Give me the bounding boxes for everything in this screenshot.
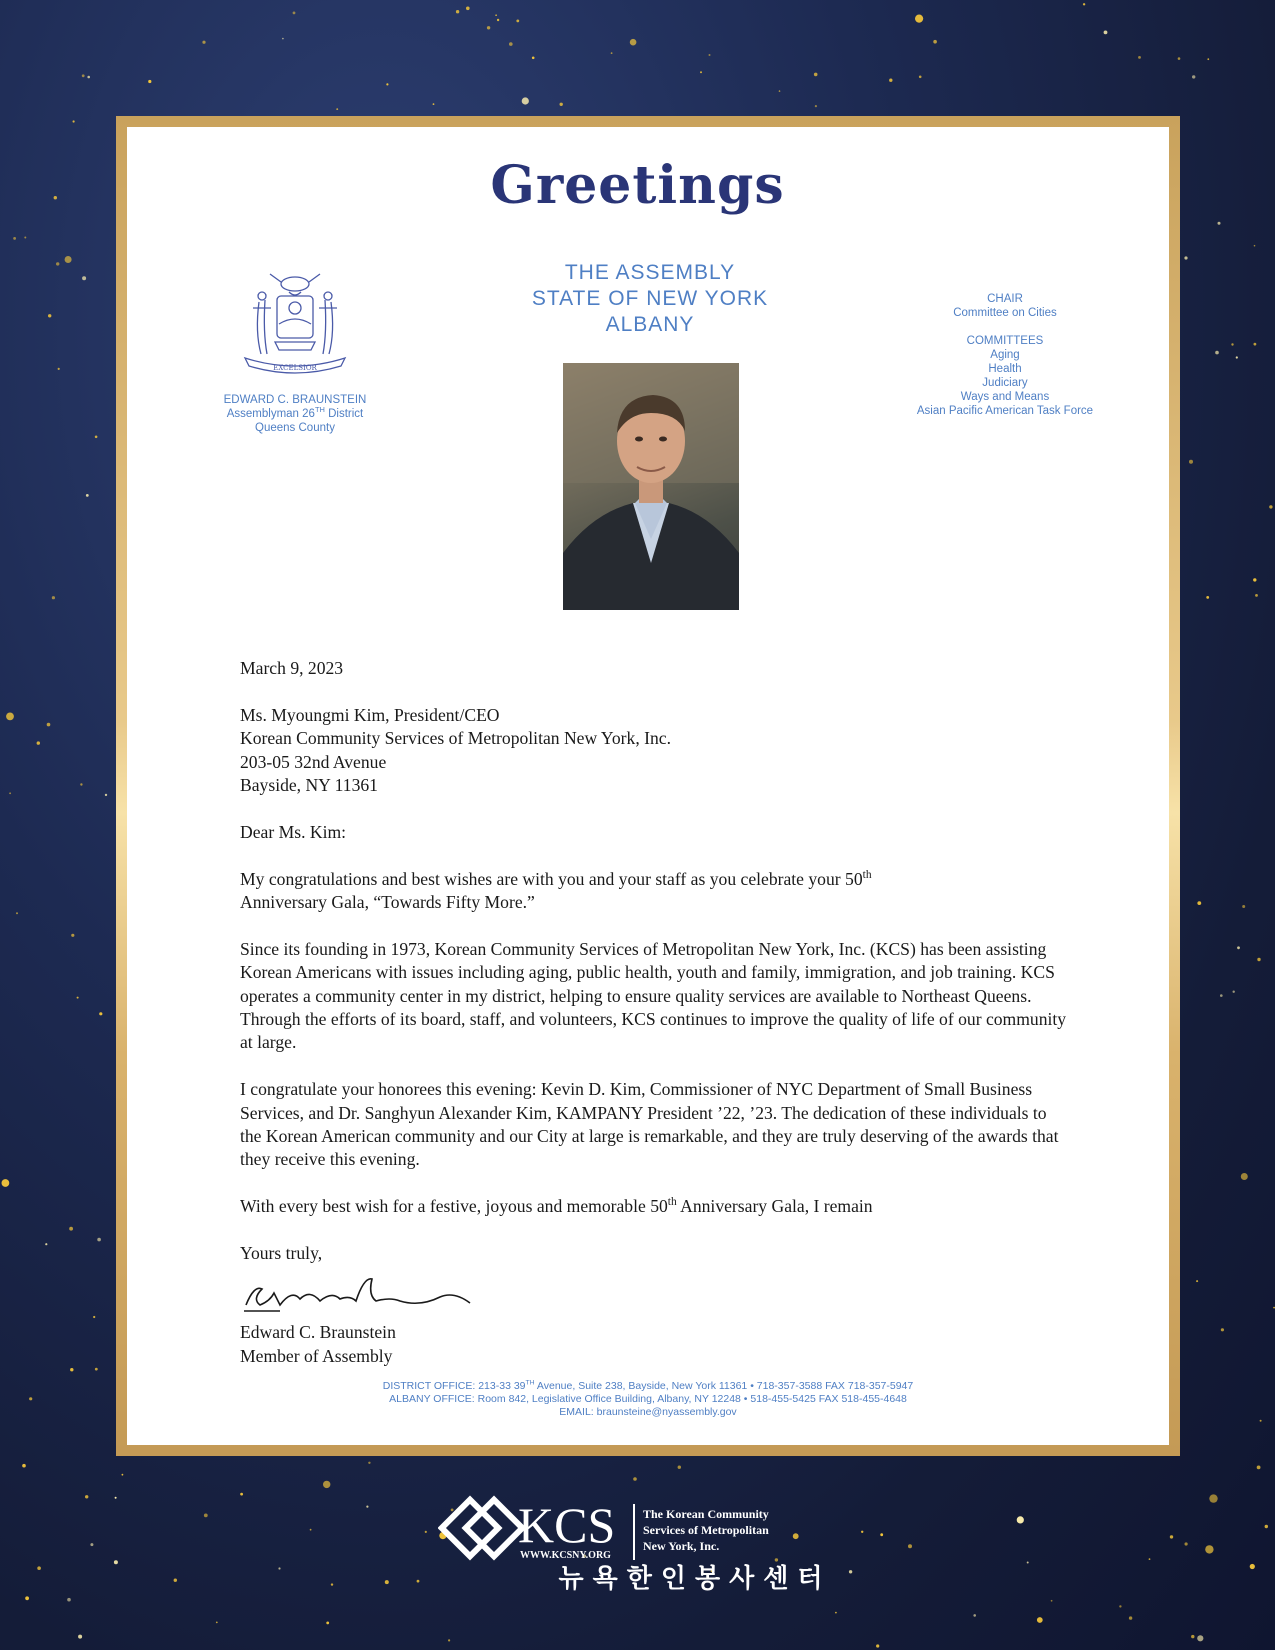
- star-dot: [386, 83, 388, 85]
- star-dot: [336, 108, 338, 110]
- star-dot: [908, 1544, 912, 1548]
- star-dot: [58, 368, 60, 370]
- star-dot: [1170, 1535, 1173, 1538]
- star-dot: [90, 1543, 93, 1546]
- star-dot: [933, 40, 937, 44]
- kcs-korean-name: 뉴욕한인봉사센터: [558, 1564, 832, 1594]
- star-dot: [497, 19, 499, 21]
- signer-name: Edward C. Braunstein: [240, 1322, 396, 1343]
- star-dot: [204, 1514, 208, 1518]
- letter-date: March 9, 2023: [240, 658, 344, 678]
- kcs-org-line: The Korean Community: [643, 1507, 769, 1521]
- star-dot: [202, 41, 205, 44]
- star-dot: [65, 256, 72, 263]
- star-dot: [1231, 343, 1233, 345]
- star-dot: [67, 1598, 71, 1602]
- star-dot: [1129, 1616, 1132, 1619]
- star-dot: [1184, 256, 1187, 259]
- star-dot: [13, 237, 16, 240]
- committee-info: [895, 292, 1115, 418]
- star-dot: [1236, 356, 1238, 358]
- paragraph-2: Since its founding in 1973, Korean Community Services of Metropolitan New York, Inc. (KCS) has been assisting Korean Americans with issues including aging, public health, youth and family, immigration, and job training. KCS operates a community center in my district, helping to ensure quality services are available to Northeast Queens. Through the efforts of its board, staff, and volunteers, KCS continues to improve the quality of life of our community at large.: [240, 938, 1067, 1053]
- star-dot: [366, 1506, 368, 1508]
- star-dot: [148, 80, 151, 83]
- star-dot: [835, 1612, 837, 1614]
- recipient-line: Korean Community Services of Metropolitan New York, Inc.: [240, 728, 671, 749]
- star-dot: [456, 10, 459, 13]
- signer-title: Member of Assembly: [240, 1345, 393, 1366]
- star-dot: [368, 1462, 370, 1464]
- star-dot: [466, 7, 470, 11]
- assembly-line: ALBANY: [605, 313, 695, 336]
- star-dot: [1206, 596, 1209, 599]
- closing: Yours truly,: [240, 1243, 323, 1264]
- star-dot: [919, 76, 922, 79]
- star-dot: [709, 54, 711, 56]
- kcs-org-line: New York, Inc.: [643, 1539, 720, 1553]
- star-dot: [1149, 1558, 1151, 1560]
- star-dot: [1197, 1635, 1203, 1641]
- star-dot: [973, 1614, 976, 1617]
- paragraph-1: My congratulations and best wishes are with you and your staff as you celebrate your 50th Anniversary Gala, “Towards Fifty More.”: [240, 868, 872, 913]
- star-dot: [115, 1497, 117, 1499]
- recipient-address: [240, 704, 1070, 798]
- star-dot: [1241, 1173, 1248, 1180]
- star-dot: [1254, 245, 1256, 247]
- star-dot: [37, 1566, 41, 1570]
- albany-office: ALBANY OFFICE: Room 842, Legislative Office Building, Albany, NY 12248 • 518-455-5425 FAX 518-455-4648: [389, 1393, 907, 1405]
- page-title: Greetings: [490, 155, 785, 216]
- star-dot: [1051, 1600, 1053, 1602]
- star-dot: [1218, 222, 1221, 225]
- star-dot: [1257, 958, 1260, 961]
- kcs-emblem-icon: [442, 1500, 523, 1557]
- star-dot: [495, 14, 497, 16]
- star-dot: [1242, 905, 1245, 908]
- star-dot: [611, 52, 613, 54]
- star-dot: [1185, 1542, 1188, 1545]
- star-dot: [915, 15, 923, 23]
- star-dot: [48, 314, 51, 317]
- star-dot: [1119, 1605, 1121, 1607]
- star-dot: [16, 912, 18, 914]
- star-dot: [95, 1368, 98, 1371]
- star-dot: [385, 1580, 389, 1584]
- star-dot: [82, 276, 86, 280]
- signature: [240, 1271, 480, 1317]
- star-dot: [1191, 1635, 1194, 1638]
- recipient-line: Ms. Myoungmi Kim, President/CEO: [240, 704, 500, 725]
- star-dot: [1178, 57, 1181, 60]
- kcs-url: WWW.KCSNY.ORG: [520, 1550, 611, 1561]
- star-dot: [52, 596, 55, 599]
- star-dot: [814, 73, 818, 77]
- star-dot: [1138, 56, 1141, 59]
- star-dot: [114, 1560, 118, 1564]
- member-name: EDWARD C. BRAUNSTEIN: [223, 394, 367, 406]
- district-office: DISTRICT OFFICE: 213-33 39TH Avenue, Suite 238, Bayside, New York 11361 • 718-357-3588 FAX 718-357-5947: [382, 1379, 914, 1392]
- star-dot: [1253, 578, 1256, 581]
- member-title: Assemblyman 26TH District: [226, 405, 364, 420]
- star-dot: [876, 1644, 879, 1647]
- star-dot: [97, 1238, 101, 1242]
- star-dot: [880, 1533, 883, 1536]
- star-dot: [1215, 351, 1219, 355]
- star-dot: [95, 436, 98, 439]
- star-dot: [86, 494, 89, 497]
- star-dot: [323, 1481, 330, 1488]
- star-dot: [487, 26, 490, 29]
- paragraph-4: With every best wish for a festive, joyous and memorable 50th Anniversary Gala, I remain: [240, 1196, 873, 1217]
- chair-of: Committee on Cities: [953, 307, 1057, 319]
- salutation: Dear Ms. Kim:: [240, 821, 347, 842]
- star-dot: [85, 1495, 88, 1498]
- star-dot: [326, 1622, 329, 1625]
- star-dot: [1254, 343, 1257, 346]
- star-dot: [417, 1580, 420, 1583]
- member-info: [200, 393, 390, 435]
- assembly-line: THE ASSEMBLY: [564, 261, 736, 284]
- committees-label: COMMITTEES: [966, 335, 1044, 347]
- committee-item: Ways and Means: [960, 391, 1050, 403]
- star-dot: [779, 90, 781, 92]
- star-dot: [861, 1531, 863, 1533]
- star-dot: [1207, 58, 1209, 60]
- star-dot: [24, 237, 26, 239]
- star-dot: [1255, 594, 1258, 597]
- star-dot: [448, 1639, 450, 1641]
- star-dot: [331, 1583, 333, 1585]
- star-dot: [6, 713, 14, 721]
- star-dot: [122, 1474, 124, 1476]
- star-dot: [1189, 460, 1193, 464]
- star-dot: [1017, 1516, 1024, 1523]
- star-dot: [71, 934, 74, 937]
- email: EMAIL: braunsteine@nyassembly.gov: [559, 1406, 737, 1418]
- star-dot: [509, 42, 513, 46]
- recipient-line: 203-05 32nd Avenue: [240, 751, 387, 772]
- star-dot: [1209, 1494, 1217, 1502]
- star-dot: [1027, 1562, 1029, 1564]
- member-county: Queens County: [255, 422, 335, 434]
- chair-label: CHAIR: [987, 293, 1023, 305]
- star-dot: [93, 1316, 95, 1318]
- committee-item: Health: [988, 363, 1022, 375]
- star-dot: [282, 38, 284, 40]
- star-dot: [174, 1579, 177, 1582]
- star-dot: [216, 1622, 218, 1624]
- star-dot: [310, 1529, 312, 1531]
- star-dot: [99, 1012, 102, 1015]
- star-dot: [37, 741, 40, 744]
- star-dot: [433, 103, 435, 105]
- letterhead-footer: [127, 1380, 1169, 1419]
- star-dot: [678, 1466, 681, 1469]
- assembly-heading: [470, 260, 830, 338]
- star-dot: [1037, 1617, 1043, 1623]
- assembly-line: STATE OF NEW YORK: [531, 287, 769, 310]
- star-dot: [69, 1227, 73, 1231]
- star-dot: [2, 1179, 10, 1187]
- star-dot: [425, 1531, 427, 1533]
- star-dot: [1197, 901, 1201, 905]
- star-dot: [82, 74, 85, 77]
- star-dot: [1220, 994, 1223, 997]
- star-dot: [630, 39, 637, 46]
- star-dot: [9, 792, 11, 794]
- star-dot: [1233, 991, 1235, 993]
- star-dot: [240, 1493, 243, 1496]
- star-dot: [889, 79, 892, 82]
- star-dot: [1205, 1545, 1213, 1553]
- star-dot: [1196, 1280, 1198, 1282]
- kcs-logo-text: KCS: [518, 1497, 616, 1553]
- star-dot: [1250, 1564, 1255, 1569]
- star-dot: [278, 1567, 280, 1569]
- letter-body: [240, 657, 1070, 1368]
- recipient-line: Bayside, NY 11361: [240, 775, 378, 796]
- star-dot: [70, 1368, 73, 1371]
- seal-motto: EXCELSIOR: [273, 364, 317, 372]
- star-dot: [78, 1635, 82, 1639]
- star-dot: [47, 723, 51, 727]
- star-dot: [532, 57, 535, 60]
- kcs-org-line: Services of Metropolitan: [643, 1523, 769, 1537]
- star-dot: [1260, 1420, 1262, 1422]
- committee-item: Judiciary: [982, 377, 1028, 389]
- member-portrait: [563, 363, 739, 610]
- star-dot: [87, 76, 90, 79]
- committee-item: Aging: [990, 349, 1020, 361]
- star-dot: [1237, 946, 1240, 949]
- committee-item: Asian Pacific American Task Force: [916, 405, 1094, 417]
- star-dot: [1221, 1328, 1224, 1331]
- paragraph-3: I congratulate your honorees this evening: Kevin D. Kim, Commissioner of NYC Department of Small Business Services, and Dr. Sanghyun Alexander Kim, KAMPANY President ’22, ’23. The dedication of these individuals to the Korean American community and our City at large is remarkable, and they are truly deserving of the awards that they receive this evening.: [240, 1079, 1059, 1170]
- star-dot: [516, 20, 519, 23]
- star-dot: [1104, 31, 1108, 35]
- star-dot: [293, 12, 296, 15]
- star-dot: [633, 1477, 637, 1481]
- star-dot: [522, 97, 529, 104]
- star-dot: [56, 262, 59, 265]
- star-dot: [22, 1464, 26, 1468]
- star-dot: [700, 71, 702, 73]
- star-dot: [1192, 75, 1195, 78]
- star-dot: [815, 105, 817, 107]
- star-dot: [73, 120, 75, 122]
- star-dot: [1269, 505, 1272, 508]
- star-dot: [1265, 1525, 1268, 1528]
- star-dot: [25, 1596, 29, 1600]
- star-dot: [105, 794, 107, 796]
- star-dot: [29, 1397, 32, 1400]
- star-dot: [45, 1243, 47, 1245]
- star-dot: [80, 783, 82, 785]
- ny-state-seal-icon: [235, 262, 355, 377]
- star-dot: [77, 997, 79, 999]
- star-dot: [1257, 1466, 1261, 1470]
- star-dot: [1083, 3, 1085, 5]
- star-dot: [560, 103, 563, 106]
